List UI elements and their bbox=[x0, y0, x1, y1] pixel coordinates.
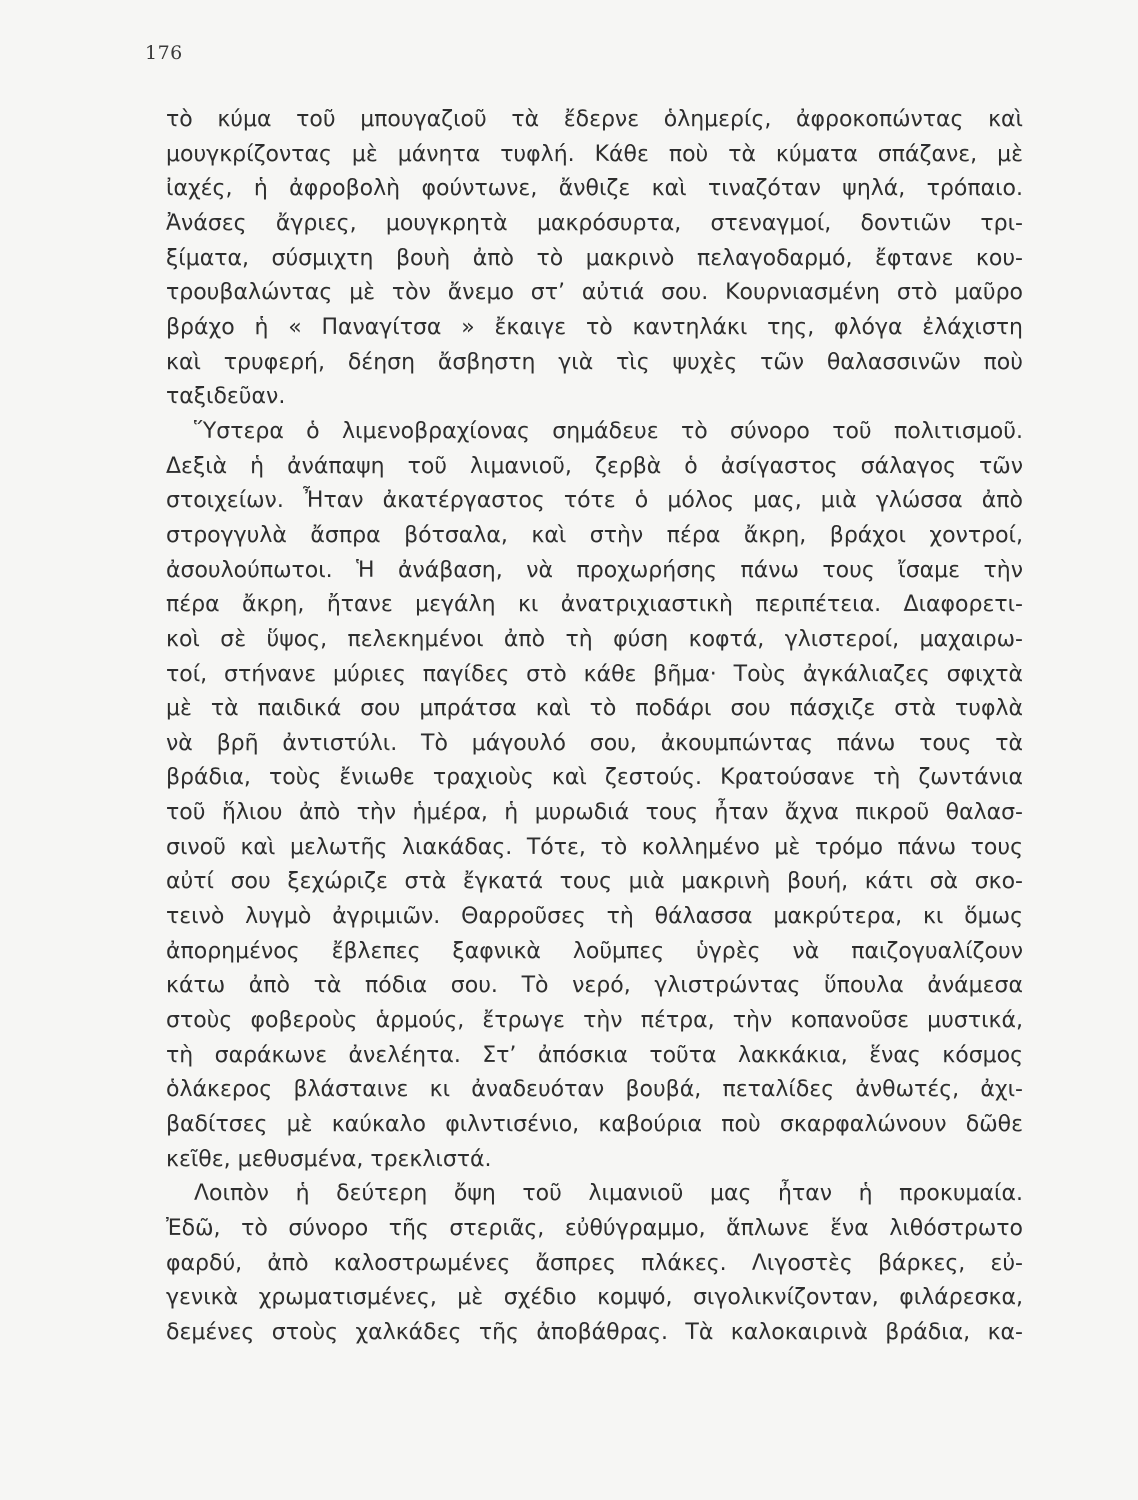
text-line: στοὺς φοβεροὺς ἁρμούς, ἔτρωγε τὴν πέτρα, τὴν κοπανοῦσε μυστικά, bbox=[166, 1008, 1023, 1034]
text-line: κοὶ σὲ ὕψος, πελεκημένοι ἀπὸ τὴ φύση κοφτά, γλιστεροί, μαχαιρω- bbox=[166, 626, 1023, 652]
text-line: γενικὰ χρωματισμένες, μὲ σχέδιο κομψό, σιγολικνίζονταν, φιλάρεσκα, bbox=[166, 1285, 1023, 1311]
text-line: Δεξιὰ ἡ ἀνάπαψη τοῦ λιμανιοῦ, ζερβὰ ὁ ἀσίγαστος σάλαγος τῶν bbox=[166, 453, 1023, 479]
paragraph bbox=[166, 103, 1023, 415]
text-line: βαδίτσες μὲ καύκαλο φιλντισένιο, καβούρια ποὺ σκαρφαλώνουν δῶθε bbox=[166, 1112, 1023, 1138]
text-line: ξίματα, σύσμιχτη βουὴ ἀπὸ τὸ μακρινὸ πελαγοδαρμό, ἔφτανε κου- bbox=[166, 245, 1023, 271]
text-line: Λοιπὸν ἡ δεύτερη ὄψη τοῦ λιμανιοῦ μας ἦταν ἡ προκυμαία. bbox=[194, 1181, 1023, 1207]
text-line: αὐτί σου ξεχώριζε στὰ ἔγκατά τους μιὰ μακρινὴ βουή, κάτι σὰ σκο- bbox=[166, 869, 1023, 895]
text-line: Ἀνάσες ἄγριες, μουγκρητὰ μακρόσυρτα, στεναγμοί, δοντιῶν τρι- bbox=[166, 210, 1023, 236]
text-line: ἀπορημένος ἔβλεπες ξαφνικὰ λοῦμπες ὑγρὲς νὰ παιζογυαλίζουν bbox=[166, 938, 1023, 964]
text-line: τὴ σαράκωνε ἀνελέητα. Στ’ ἀπόσκια τοῦτα λακκάκια, ἕνας κόσμος bbox=[166, 1042, 1023, 1068]
text-line: σινοῦ καὶ μελωτῆς λιακάδας. Τότε, τὸ κολλημένο μὲ τρόμο πάνω τους bbox=[166, 834, 1023, 860]
paragraph bbox=[166, 415, 1023, 1177]
text-line: κεῖθε, μεθυσμένα, τρεκλιστά. bbox=[166, 1146, 492, 1172]
text-line: φαρδύ, ἀπὸ καλοστρωμένες ἄσπρες πλάκες. Λιγοστὲς βάρκες, εὐ- bbox=[166, 1250, 1023, 1276]
text-line: Ἐδῶ, τὸ σύνορο τῆς στεριᾶς, εὐθύγραμμο, ἅπλωνε ἕνα λιθόστρωτο bbox=[166, 1216, 1023, 1241]
body-text bbox=[166, 103, 1023, 1351]
page-number: 176 bbox=[145, 42, 183, 64]
paragraph bbox=[166, 1177, 1023, 1350]
text-line: τὸ κύμα τοῦ μπουγαζιοῦ τὰ ἔδερνε ὁλημερίς, ἀφροκοπώντας καὶ bbox=[166, 107, 1023, 132]
text-line: ταξιδεῦαν. bbox=[166, 384, 286, 410]
text-line: στοιχείων. Ἦταν ἀκατέργαστος τότε ὁ μόλος μας, μιὰ γλώσσα ἀπὸ bbox=[166, 488, 1023, 514]
text-line: τεινὸ λυγμὸ ἀγριμιῶν. Θαρροῦσες τὴ θάλασσα μακρύτερα, κι ὅμως bbox=[166, 904, 1023, 930]
text-line: Ὕστερα ὁ λιμενοβραχίονας σημάδευε τὸ σύνορο τοῦ πολιτισμοῦ. bbox=[194, 418, 1023, 444]
text-line: νὰ βρῆ ἀντιστύλι. Τὸ μάγουλό σου, ἀκουμπώντας πάνω τους τὰ bbox=[166, 730, 1023, 756]
text-line: πέρα ἄκρη, ἤτανε μεγάλη κι ἀνατριχιαστικὴ περιπέτεια. Διαφορετι- bbox=[166, 592, 1023, 618]
text-line: ἀσουλούπωτοι. Ἡ ἀνάβαση, νὰ προχωρήσης πάνω τους ἴσαμε τὴν bbox=[166, 557, 1023, 583]
text-line: καὶ τρυφερή, δέηση ἄσβηστη γιὰ τὶς ψυχὲς τῶν θαλασσινῶν ποὺ bbox=[166, 349, 1023, 375]
text-line: βράχο ἡ « Παναγίτσα » ἔκαιγε τὸ καντηλάκι της, φλόγα ἐλάχιστη bbox=[166, 314, 1023, 340]
text-line: ἰαχές, ἡ ἀφροβολὴ φούντωνε, ἄνθιζε καὶ τιναζόταν ψηλά, τρόπαιο. bbox=[166, 176, 1023, 202]
text-line: τοί, στήνανε μύριες παγίδες στὸ κάθε βῆμα· Τοὺς ἀγκάλιαζες σφιχτὰ bbox=[166, 661, 1023, 687]
text-line: δεμένες στοὺς χαλκάδες τῆς ἀποβάθρας. Τὰ καλοκαιρινὰ βράδια, κα- bbox=[166, 1319, 1023, 1345]
text-line: κάτω ἀπὸ τὰ πόδια σου. Τὸ νερό, γλιστρώντας ὕπουλα ἀνάμεσα bbox=[166, 973, 1023, 999]
text-line: τοῦ ἥλιου ἀπὸ τὴν ἡμέρα, ἡ μυρωδιά τους ἦταν ἄχνα πικροῦ θαλασ- bbox=[166, 800, 1023, 826]
text-line: τρουβαλώντας μὲ τὸν ἄνεμο στ’ αὐτιά σου. Κουρνιασμένη στὸ μαῦρο bbox=[166, 280, 1023, 306]
text-line: μουγκρίζοντας μὲ μάνητα τυφλή. Κάθε ποὺ τὰ κύματα σπάζανε, μὲ bbox=[166, 141, 1023, 167]
text-line: βράδια, τοὺς ἔνιωθε τραχιοὺς καὶ ζεστούς. Κρατούσανε τὴ ζωντάνια bbox=[166, 765, 1023, 791]
text-line: ὁλάκερος βλάσταινε κι ἀναδευόταν βουβά, πεταλίδες ἀνθωτές, ἀχι- bbox=[166, 1077, 1023, 1103]
text-line: μὲ τὰ παιδικά σου μπράτσα καὶ τὸ ποδάρι σου πάσχιζε στὰ τυφλὰ bbox=[166, 696, 1023, 722]
text-line: στρογγυλὰ ἄσπρα βότσαλα, καὶ στὴν πέρα ἄκρη, βράχοι χοντροί, bbox=[166, 522, 1023, 548]
